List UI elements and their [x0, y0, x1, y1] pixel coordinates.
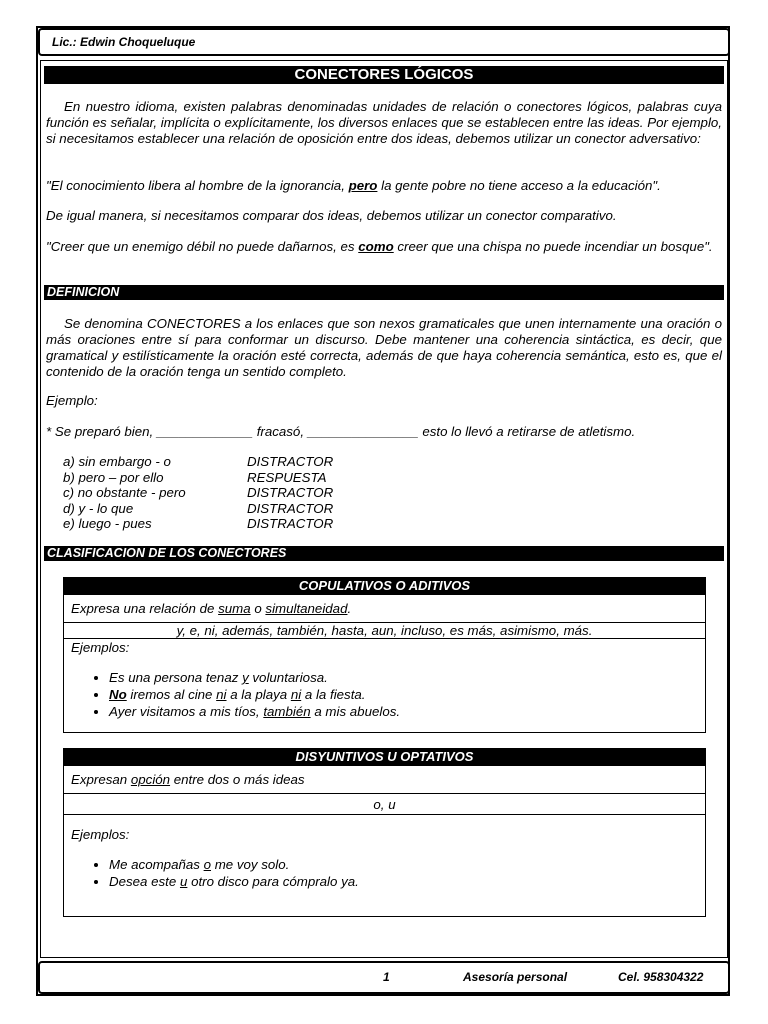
disyuntivos-connectors: o, u	[64, 793, 705, 814]
quote-como: "Creer que un enemigo débil no puede dañarnos, es como creer que una chispa no puede incendiar un bosque".	[46, 239, 713, 254]
comparison-paragraph: De igual manera, si necesitamos comparar dos ideas, debemos utilizar un conector comparativo.	[46, 208, 617, 223]
keyword-pero: pero	[348, 178, 378, 193]
option-a: a) sin embargo - o	[63, 454, 171, 469]
disyuntivos-description: Expresan opción entre dos o más ideas	[64, 765, 705, 793]
page-title: CONECTORES LÓGICOS	[44, 66, 724, 84]
option-d: d) y - lo que	[63, 500, 134, 516]
option-b-result: RESPUESTA	[247, 469, 327, 485]
list-item: • Desea este u otro disco para cómpralo ya.	[109, 873, 705, 890]
keyword-como: como	[358, 239, 394, 254]
page-number: 1	[383, 970, 390, 984]
section-definition: DEFINICION	[44, 285, 724, 300]
option-d-result: DISTRACTOR	[247, 500, 334, 516]
example-label: Ejemplo:	[46, 393, 98, 408]
table-copulativos	[63, 577, 706, 733]
page-header	[38, 28, 730, 56]
intro-paragraph: En nuestro idioma, existen palabras denominadas unidades de relación o conectores lógicos, palabras cuya función es señalar, implícita o explícitamente, los diversos enlaces que se establecen entre las ideas. Por ejemplo, si necesitamos establecer una relación de oposición entre dos ideas, debemos utilizar un conector adversativo:	[46, 99, 722, 146]
table-disyuntivos	[63, 748, 706, 917]
footer-label: Asesoría personal	[463, 970, 568, 984]
option-c: c) no obstante - pero	[63, 485, 186, 500]
list-item: • Me acompañas o me voy solo.	[109, 856, 705, 873]
copulativos-examples	[64, 638, 705, 720]
page-footer	[38, 961, 730, 994]
copulativos-connectors: y, e, ni, además, también, hasta, aun, incluso, es más, asimismo, más.	[64, 622, 705, 638]
option-c-result: DISTRACTOR	[247, 485, 334, 500]
copulativos-examples-label: Ejemplos:	[71, 640, 130, 655]
option-a-result: DISTRACTOR	[247, 454, 334, 469]
list-item: • Es una persona tenaz y voluntariosa.	[109, 669, 705, 686]
option-b: b) pero – por ello	[63, 469, 164, 485]
list-item: • Ayer visitamos a mis tíos, también a mis abuelos.	[109, 703, 705, 720]
table-copulativos-title: COPULATIVOS O ADITIVOS	[64, 578, 705, 594]
disyuntivos-examples-label: Ejemplos:	[71, 827, 130, 842]
definition-paragraph: Se denomina CONECTORES a los enlaces que son nexos gramaticales que unen internamente una oración o más oraciones entre sí para conformar un discurso. Debe mantener una coherencia sintáctica, es decir, que gramatical y estilísticamente la oración esté correcta, además de que haya coherencia semántica, esto es, que el contenido de la oración tenga un sentido completo.	[46, 316, 722, 379]
option-e: e) luego - pues	[63, 516, 152, 531]
disyuntivos-example-list	[71, 856, 705, 890]
copulativos-example-list	[71, 669, 705, 720]
table-disyuntivos-title: DISYUNTIVOS U OPTATIVOS	[64, 749, 705, 765]
example-sentence: * Se preparó bien, _____________ fracasó, _______________ esto lo llevó a retirarse de atletismo.	[46, 424, 636, 439]
quote-pero: "El conocimiento libera al hombre de la ignorancia, pero la gente pobre no tiene acceso a la educación".	[46, 178, 661, 193]
disyuntivos-examples	[64, 814, 705, 890]
author-label: Lic.: Edwin Choqueluque	[52, 35, 196, 49]
option-e-result: DISTRACTOR	[247, 516, 334, 531]
copulativos-description: Expresa una relación de suma o simultaneidad.	[64, 594, 705, 622]
section-classification: CLASIFICACION DE LOS CONECTORES	[44, 546, 724, 561]
footer-phone: Cel. 958304322	[618, 970, 704, 984]
list-item: • No iremos al cine ni a la playa ni a la fiesta.	[109, 686, 705, 703]
